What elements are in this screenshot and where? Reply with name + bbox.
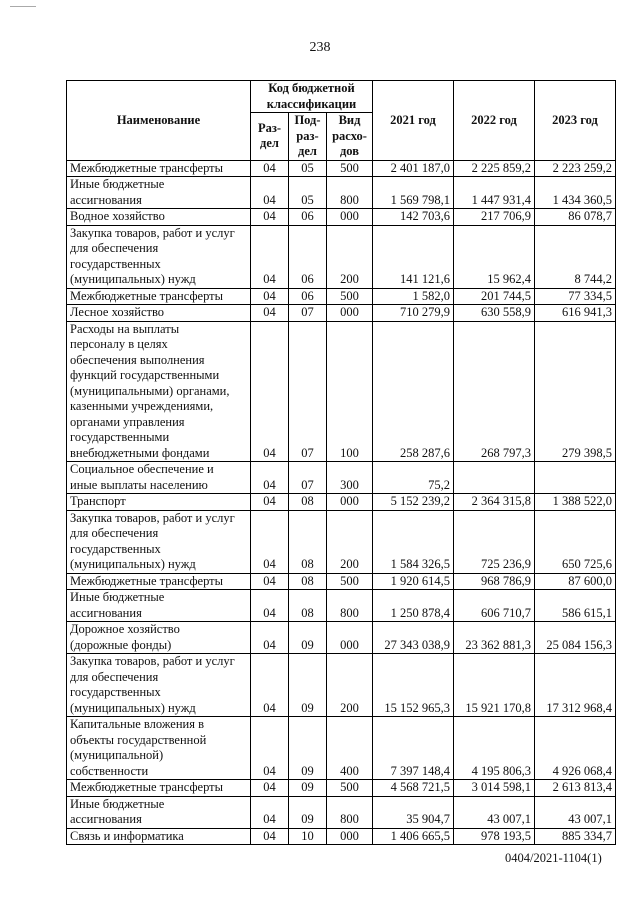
cell-name-line: государственных [70, 685, 161, 699]
cell-name [67, 305, 251, 322]
table-row [67, 321, 616, 462]
cell-name [67, 590, 251, 622]
cell-name [67, 654, 251, 717]
cell-vid: 300 [327, 462, 373, 494]
table-row [67, 796, 616, 828]
cell-2022: 3 014 598,1 [454, 780, 535, 797]
cell-2021: 2 401 187,0 [373, 160, 454, 177]
cell-podrazdel: 09 [289, 780, 327, 797]
table-row [67, 177, 616, 209]
cell-name-line: объекты государственной [70, 732, 207, 747]
cell-2021: 1 569 798,1 [373, 177, 454, 209]
cell-podrazdel: 08 [289, 494, 327, 511]
cell-name-line: (муниципальной) [70, 748, 164, 762]
cell-2023: 17 312 968,4 [535, 654, 616, 717]
cell-razdel: 04 [251, 828, 289, 845]
cell-razdel: 04 [251, 622, 289, 654]
cell-vid: 200 [327, 225, 373, 288]
cell-razdel: 04 [251, 796, 289, 828]
cell-podrazdel: 08 [289, 573, 327, 590]
header-code-group-line: Код бюджетной [268, 81, 355, 95]
cell-name-line: Закупка товаров, работ и услуг [70, 510, 235, 525]
cell-name-line: Иные бюджетные [70, 177, 165, 191]
cell-razdel: 04 [251, 225, 289, 288]
cell-name-line: внебюджетными фондами [70, 445, 210, 460]
cell-name-line: казенными учреждениями, [70, 399, 214, 413]
cell-2023: 8 744,2 [535, 225, 616, 288]
cell-name [67, 321, 251, 462]
cell-name-line: ассигнования [70, 812, 142, 826]
header-razdel-line: Раз- [257, 120, 282, 135]
cell-podrazdel: 06 [289, 209, 327, 226]
footer-document-code: 0404/2021-1104(1) [505, 851, 602, 865]
table-row [67, 828, 616, 845]
cell-vid: 500 [327, 160, 373, 177]
cell-name-line: Иные бюджетные [70, 796, 165, 811]
cell-podrazdel: 09 [289, 717, 327, 780]
cell-razdel: 04 [251, 654, 289, 717]
cell-2022: 23 362 881,3 [454, 622, 535, 654]
cell-2022: 2 364 315,8 [454, 494, 535, 511]
table-row [67, 160, 616, 177]
cell-razdel: 04 [251, 494, 289, 511]
cell-podrazdel: 09 [289, 796, 327, 828]
cell-vid: 000 [327, 622, 373, 654]
header-podrazdel-line: Под- [294, 113, 321, 127]
cell-2021: 4 568 721,5 [373, 780, 454, 797]
cell-podrazdel: 05 [289, 177, 327, 209]
cell-2021: 5 152 239,2 [373, 494, 454, 511]
cell-razdel: 04 [251, 590, 289, 622]
top-edge-mark [10, 6, 36, 7]
cell-podrazdel: 05 [289, 160, 327, 177]
cell-name-line: Транспорт [70, 494, 126, 508]
header-2023: 2023 год [535, 81, 616, 161]
cell-2022 [454, 462, 535, 494]
cell-name [67, 510, 251, 573]
cell-2023 [535, 462, 616, 494]
cell-podrazdel: 06 [289, 225, 327, 288]
cell-2023: 586 615,1 [535, 590, 616, 622]
cell-razdel: 04 [251, 573, 289, 590]
cell-name-line: Водное хозяйство [70, 209, 165, 223]
cell-name-line: государственных [70, 256, 161, 271]
cell-podrazdel: 09 [289, 622, 327, 654]
cell-name [67, 177, 251, 209]
table-row [67, 654, 616, 717]
cell-name-line: (муниципальными) органами, [70, 383, 230, 398]
header-name: Наименование [67, 81, 251, 161]
cell-2022: 968 786,9 [454, 573, 535, 590]
cell-name-line: Связь и информатика [70, 828, 184, 843]
cell-2021: 15 152 965,3 [373, 654, 454, 717]
cell-name [67, 462, 251, 494]
cell-2023: 86 078,7 [535, 209, 616, 226]
cell-2022: 725 236,9 [454, 510, 535, 573]
cell-podrazdel: 10 [289, 828, 327, 845]
cell-razdel: 04 [251, 177, 289, 209]
table-row [67, 209, 616, 226]
cell-2023: 25 084 156,3 [535, 622, 616, 654]
cell-vid: 500 [327, 288, 373, 305]
header-2021: 2021 год [373, 81, 454, 161]
cell-2023: 885 334,7 [535, 828, 616, 845]
cell-2021: 141 121,6 [373, 225, 454, 288]
header-vid-line: расхо- [332, 128, 367, 143]
cell-vid: 000 [327, 494, 373, 511]
cell-name-line: функций государственными [70, 368, 220, 382]
table-row [67, 590, 616, 622]
header-2022: 2022 год [454, 81, 535, 161]
cell-vid: 100 [327, 321, 373, 462]
cell-name [67, 573, 251, 590]
cell-name-line: государственными [70, 430, 170, 444]
cell-2022: 201 744,5 [454, 288, 535, 305]
cell-vid: 000 [327, 305, 373, 322]
table-row [67, 780, 616, 797]
cell-2021: 1 582,0 [373, 288, 454, 305]
cell-name-line: Межбюджетные трансферты [70, 288, 224, 303]
cell-2022: 1 447 931,4 [454, 177, 535, 209]
cell-razdel: 04 [251, 305, 289, 322]
cell-2022: 268 797,3 [454, 321, 535, 462]
cell-2021: 7 397 148,4 [373, 717, 454, 780]
cell-name-line: (муниципальных) нужд [70, 700, 196, 715]
cell-name-line: иные выплаты населению [70, 477, 208, 492]
cell-2022: 15 921 170,8 [454, 654, 535, 717]
header-razdel [251, 113, 289, 161]
cell-2022: 15 962,4 [454, 225, 535, 288]
cell-name-line: ассигнования [70, 192, 142, 207]
cell-name-line: Социальное обеспечение и [70, 462, 214, 476]
header-vid-line: Вид [338, 113, 361, 127]
cell-podrazdel: 08 [289, 590, 327, 622]
cell-name-line: органами управления [70, 414, 185, 429]
cell-2022: 606 710,7 [454, 590, 535, 622]
cell-name-line: обеспечения выполнения [70, 352, 205, 367]
cell-name-line: Лесное хозяйство [70, 305, 165, 319]
cell-razdel: 04 [251, 288, 289, 305]
cell-2023: 650 725,6 [535, 510, 616, 573]
cell-vid: 200 [327, 510, 373, 573]
cell-vid: 500 [327, 573, 373, 590]
cell-2022: 4 195 806,3 [454, 717, 535, 780]
cell-razdel: 04 [251, 321, 289, 462]
cell-vid: 500 [327, 780, 373, 797]
cell-name [67, 780, 251, 797]
cell-2021: 142 703,6 [373, 209, 454, 226]
header-vid [327, 113, 373, 161]
table-row [67, 225, 616, 288]
header-podrazdel-line: раз- [296, 128, 319, 143]
cell-name-line: для обеспечения [70, 526, 159, 540]
cell-vid: 200 [327, 654, 373, 717]
cell-name-line: для обеспечения [70, 241, 159, 255]
cell-name [67, 225, 251, 288]
cell-2021: 1 584 326,5 [373, 510, 454, 573]
header-code-group [251, 81, 373, 113]
cell-2021: 75,2 [373, 462, 454, 494]
cell-razdel: 04 [251, 780, 289, 797]
table-row [67, 494, 616, 511]
cell-name-line: Закупка товаров, работ и услуг [70, 654, 235, 668]
cell-2023: 77 334,5 [535, 288, 616, 305]
table-row [67, 305, 616, 322]
cell-2021: 35 904,7 [373, 796, 454, 828]
cell-2022: 978 193,5 [454, 828, 535, 845]
table-row [67, 462, 616, 494]
cell-razdel: 04 [251, 510, 289, 573]
cell-2023: 4 926 068,4 [535, 717, 616, 780]
cell-name-line: (дорожные фонды) [70, 637, 172, 652]
cell-name-line: Межбюджетные трансферты [70, 573, 224, 588]
cell-2021: 710 279,9 [373, 305, 454, 322]
cell-name [67, 828, 251, 845]
cell-2023: 1 434 360,5 [535, 177, 616, 209]
cell-podrazdel: 07 [289, 321, 327, 462]
cell-name-line: для обеспечения [70, 669, 159, 684]
cell-name-line: Межбюджетные трансферты [70, 780, 224, 794]
cell-name-line: персоналу в целях [70, 337, 168, 351]
cell-name [67, 160, 251, 177]
cell-2023: 1 388 522,0 [535, 494, 616, 511]
cell-name [67, 494, 251, 511]
cell-name-line: Иные бюджетные [70, 590, 165, 604]
cell-name-line: (муниципальных) нужд [70, 557, 196, 571]
cell-2021: 27 343 038,9 [373, 622, 454, 654]
header-razdel-line: дел [260, 136, 279, 151]
cell-2021: 1 406 665,5 [373, 828, 454, 845]
cell-2023: 43 007,1 [535, 796, 616, 828]
cell-name-line: государственных [70, 541, 161, 556]
cell-2023: 2 613 813,4 [535, 780, 616, 797]
cell-2022: 630 558,9 [454, 305, 535, 322]
cell-name [67, 796, 251, 828]
table-row [67, 288, 616, 305]
header-podrazdel [289, 113, 327, 161]
cell-name-line: Закупка товаров, работ и услуг [70, 225, 235, 240]
cell-name-line: собственности [70, 763, 149, 778]
cell-podrazdel: 07 [289, 462, 327, 494]
cell-2021: 258 287,6 [373, 321, 454, 462]
cell-vid: 800 [327, 590, 373, 622]
cell-name-line: Капитальные вложения в [70, 717, 204, 731]
cell-2023: 2 223 259,2 [535, 160, 616, 177]
cell-2023: 279 398,5 [535, 321, 616, 462]
cell-razdel: 04 [251, 209, 289, 226]
cell-name [67, 717, 251, 780]
cell-razdel: 04 [251, 462, 289, 494]
header-row-top [67, 81, 616, 113]
cell-name-line: Межбюджетные трансферты [70, 160, 224, 175]
cell-2023: 87 600,0 [535, 573, 616, 590]
cell-podrazdel: 06 [289, 288, 327, 305]
cell-vid: 000 [327, 209, 373, 226]
cell-name-line: ассигнования [70, 605, 142, 620]
header-podrazdel-line: дел [298, 144, 317, 158]
cell-vid: 000 [327, 828, 373, 845]
cell-2021: 1 250 878,4 [373, 590, 454, 622]
cell-razdel: 04 [251, 160, 289, 177]
cell-vid: 800 [327, 177, 373, 209]
cell-name [67, 209, 251, 226]
header-code-group-line: классификации [266, 96, 357, 111]
cell-name-line: Расходы на выплаты [70, 321, 180, 336]
header-vid-line: дов [339, 144, 359, 158]
cell-2021: 1 920 614,5 [373, 573, 454, 590]
table-row [67, 622, 616, 654]
cell-2022: 2 225 859,2 [454, 160, 535, 177]
page-number: 238 [309, 40, 331, 55]
budget-table [66, 80, 616, 845]
cell-name [67, 288, 251, 305]
cell-name-line: (муниципальных) нужд [70, 272, 196, 286]
cell-2022: 43 007,1 [454, 796, 535, 828]
cell-vid: 400 [327, 717, 373, 780]
table-row [67, 717, 616, 780]
cell-2023: 616 941,3 [535, 305, 616, 322]
cell-name [67, 622, 251, 654]
table-row [67, 510, 616, 573]
cell-vid: 800 [327, 796, 373, 828]
budget-table-body [67, 160, 616, 845]
cell-podrazdel: 09 [289, 654, 327, 717]
cell-podrazdel: 08 [289, 510, 327, 573]
cell-name-line: Дорожное хозяйство [70, 622, 180, 636]
cell-2022: 217 706,9 [454, 209, 535, 226]
cell-podrazdel: 07 [289, 305, 327, 322]
cell-razdel: 04 [251, 717, 289, 780]
table-row [67, 573, 616, 590]
